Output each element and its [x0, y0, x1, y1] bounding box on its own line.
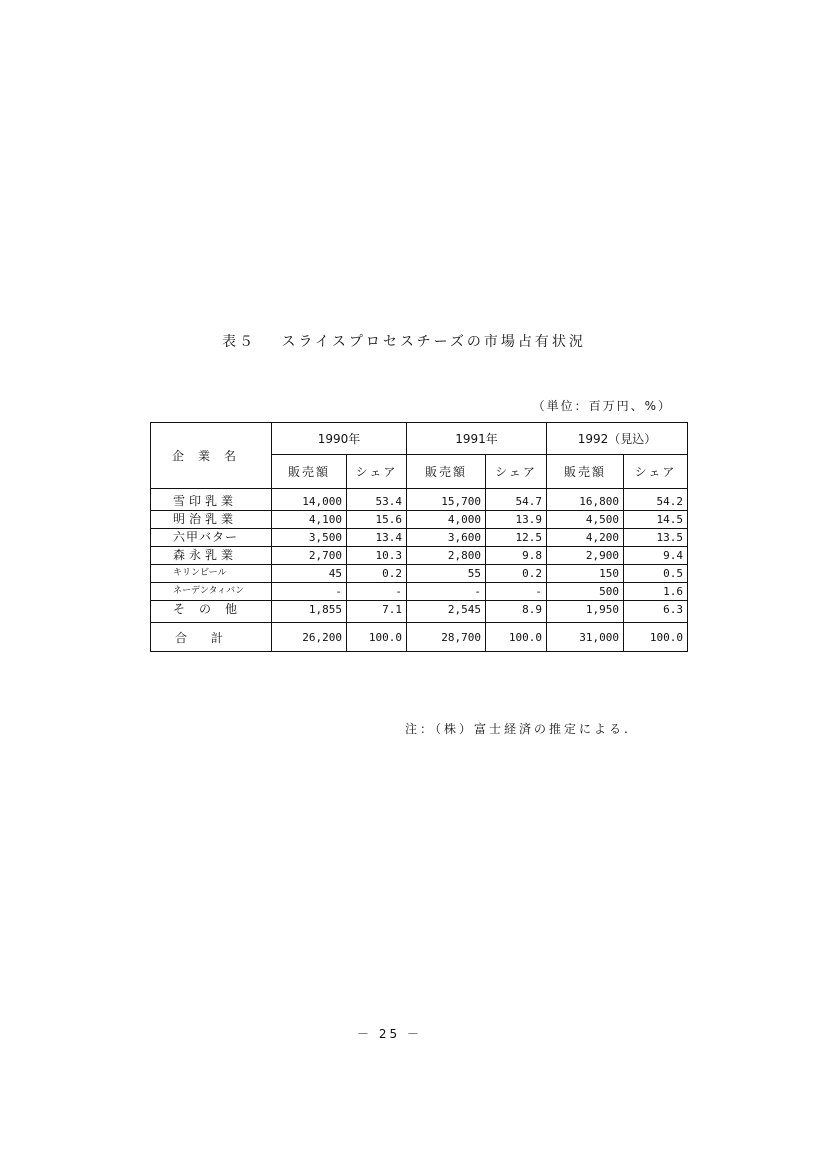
table-row [151, 529, 688, 547]
year-header-1990: 1990年 [272, 423, 407, 455]
source-note: 注：（株）富士経済の推定による. [405, 722, 631, 736]
share-header: シェア [624, 455, 688, 489]
table-title-text: スライスプロセスチーズの市場占有状況 [281, 334, 586, 350]
share-1991: 8.9 [486, 601, 547, 623]
share-1991: - [486, 583, 547, 601]
total-row [151, 623, 688, 652]
share-1992: 0.5 [624, 565, 688, 583]
sales-1992: 150 [547, 565, 624, 583]
sales-1992: 1,950 [547, 601, 624, 623]
company-name: 森永乳業 [151, 547, 272, 565]
sales-header: 販売額 [407, 455, 486, 489]
table-number: 表５ [222, 334, 256, 350]
share-1991: 12.5 [486, 529, 547, 547]
company-header: 企業名 [151, 423, 272, 489]
share-1990: 0.2 [347, 565, 407, 583]
total-label: 合計 [151, 623, 272, 652]
share-1990: 53.4 [347, 489, 407, 511]
share-1990: 13.4 [347, 529, 407, 547]
share-1991: 9.8 [486, 547, 547, 565]
sales-1990: 3,500 [272, 529, 347, 547]
sales-1990: 45 [272, 565, 347, 583]
total-share-1992: 100.0 [624, 623, 688, 652]
market-share-table [150, 422, 688, 652]
company-name: その他 [151, 601, 272, 623]
sales-header: 販売額 [272, 455, 347, 489]
company-name: ネーデンタィバン [151, 583, 272, 601]
page-number: － 25 － [357, 1027, 422, 1041]
share-1992: 54.2 [624, 489, 688, 511]
year-header-1992: 1992（見込） [547, 423, 688, 455]
sales-1991: 15,700 [407, 489, 486, 511]
table-title [222, 331, 586, 351]
sales-1992: 500 [547, 583, 624, 601]
share-1990: 10.3 [347, 547, 407, 565]
table-row [151, 565, 688, 583]
sales-1990: 2,700 [272, 547, 347, 565]
total-sales-1992: 31,000 [547, 623, 624, 652]
total-sales-1991: 28,700 [407, 623, 486, 652]
sales-1990: 4,100 [272, 511, 347, 529]
table-row [151, 489, 688, 511]
sales-1991: - [407, 583, 486, 601]
sales-1990: 1,855 [272, 601, 347, 623]
share-1992: 13.5 [624, 529, 688, 547]
sales-1992: 4,500 [547, 511, 624, 529]
sales-1992: 4,200 [547, 529, 624, 547]
sales-1990: - [272, 583, 347, 601]
share-1990: 15.6 [347, 511, 407, 529]
share-1992: 6.3 [624, 601, 688, 623]
share-1990: - [347, 583, 407, 601]
table-row [151, 547, 688, 565]
company-name: 明治乳業 [151, 511, 272, 529]
table-row [151, 583, 688, 601]
sales-1990: 14,000 [272, 489, 347, 511]
year-header-1991: 1991年 [407, 423, 547, 455]
sales-1991: 2,545 [407, 601, 486, 623]
share-header: シェア [486, 455, 547, 489]
company-name: 六甲バター [151, 529, 272, 547]
sales-1991: 4,000 [407, 511, 486, 529]
company-name: 雪印乳業 [151, 489, 272, 511]
share-1992: 1.6 [624, 583, 688, 601]
share-1990: 7.1 [347, 601, 407, 623]
sales-1991: 2,800 [407, 547, 486, 565]
total-sales-1990: 26,200 [272, 623, 347, 652]
unit-note: （単位：百万円、%） [532, 399, 672, 413]
share-1991: 0.2 [486, 565, 547, 583]
table-row [151, 511, 688, 529]
total-share-1991: 100.0 [486, 623, 547, 652]
sales-1991: 3,600 [407, 529, 486, 547]
table-row [151, 601, 688, 623]
share-header: シェア [347, 455, 407, 489]
sales-header: 販売額 [547, 455, 624, 489]
share-1992: 14.5 [624, 511, 688, 529]
sales-1991: 55 [407, 565, 486, 583]
total-share-1990: 100.0 [347, 623, 407, 652]
sales-1992: 2,900 [547, 547, 624, 565]
share-1992: 9.4 [624, 547, 688, 565]
company-name: キリンビール [151, 565, 272, 583]
share-1991: 54.7 [486, 489, 547, 511]
sales-1992: 16,800 [547, 489, 624, 511]
share-1991: 13.9 [486, 511, 547, 529]
